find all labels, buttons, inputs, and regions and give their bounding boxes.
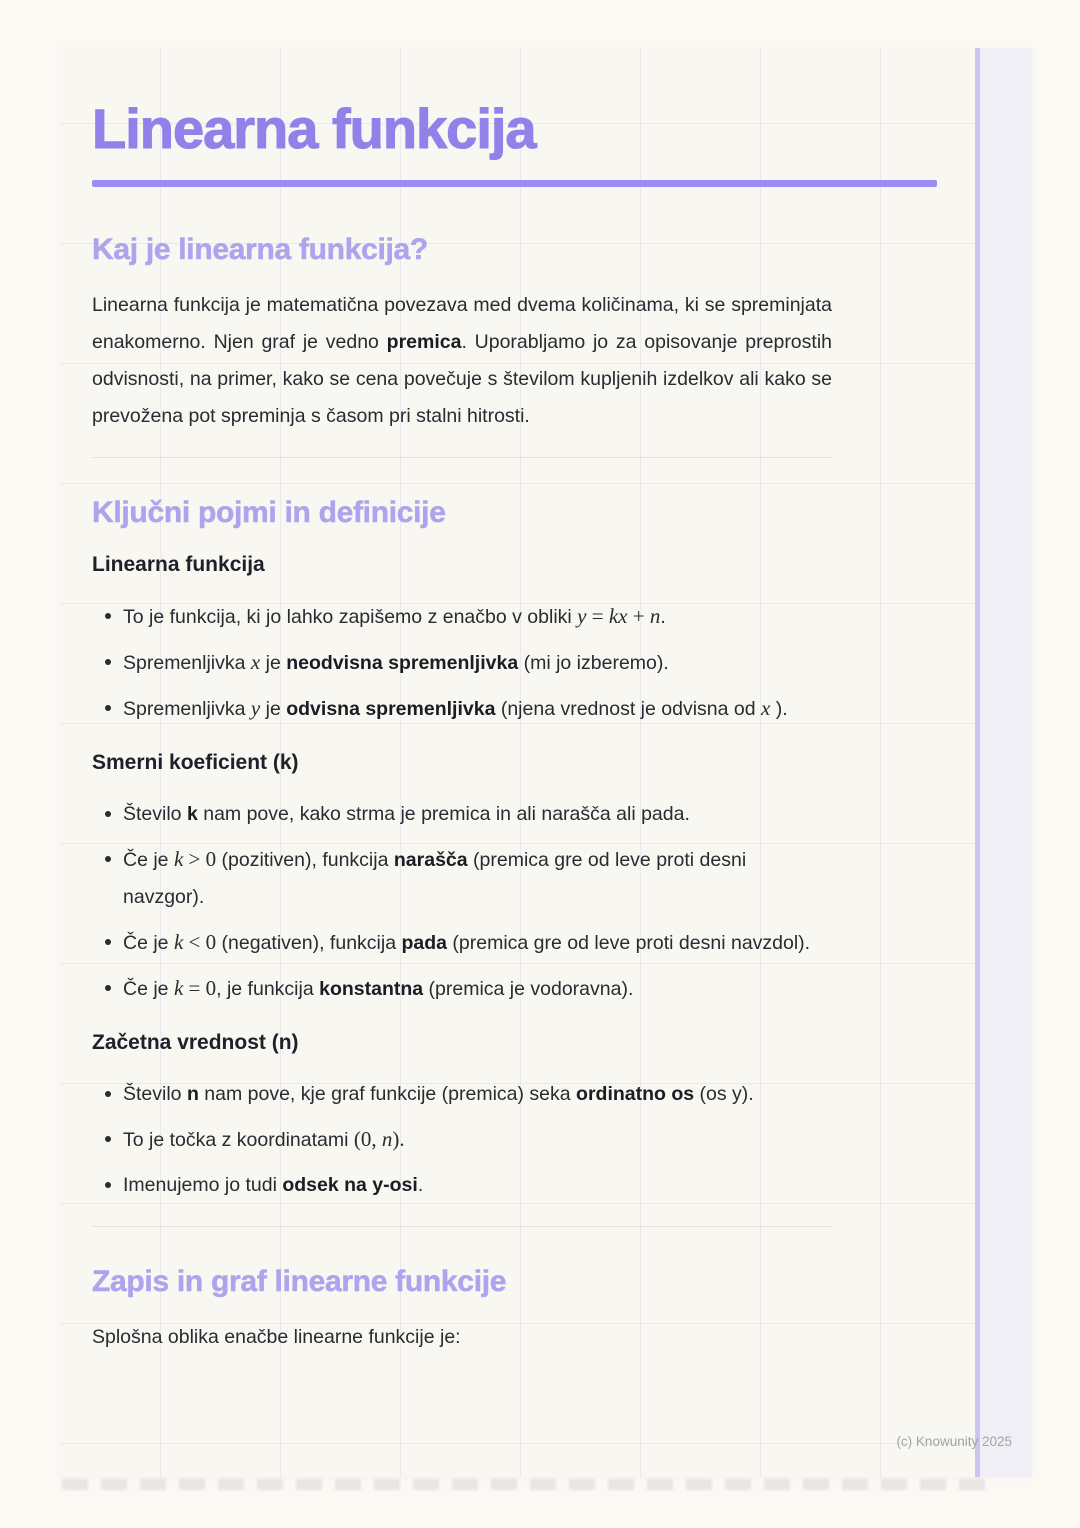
text-segment: odvisna spremenljivka bbox=[286, 698, 496, 720]
paragraph bbox=[92, 1319, 832, 1356]
text-segment: odsek na y-osi bbox=[282, 1174, 418, 1196]
text-segment: Če je bbox=[123, 849, 174, 871]
text-segment: + bbox=[627, 604, 650, 628]
text-segment: nam pove, kje graf funkcije (premica) seka bbox=[198, 1083, 577, 1105]
list-item bbox=[92, 598, 832, 636]
text-segment: (negativen), funkcija bbox=[216, 932, 402, 954]
text-segment: (pozitiven), funkcija bbox=[216, 849, 394, 871]
text-segment: Spremenljivka bbox=[123, 698, 251, 720]
text-segment: je bbox=[260, 698, 287, 720]
list-item bbox=[92, 1121, 832, 1159]
text-segment: Če je bbox=[123, 978, 174, 1000]
text-segment: . bbox=[660, 606, 666, 628]
text-segment: x bbox=[761, 696, 771, 720]
bullet-icon bbox=[105, 811, 111, 817]
text-segment: = 0 bbox=[183, 976, 217, 1000]
list-item bbox=[92, 841, 832, 916]
text-segment: (0, bbox=[353, 1127, 382, 1151]
text-segment: k bbox=[173, 930, 184, 954]
bullet-icon bbox=[105, 613, 111, 619]
section-divider bbox=[92, 457, 832, 458]
text-segment: y bbox=[250, 696, 261, 720]
bullet-icon bbox=[105, 1136, 111, 1142]
bullet-icon bbox=[105, 659, 111, 665]
text-segment: Število bbox=[123, 803, 187, 825]
bullet-icon bbox=[105, 856, 111, 862]
text-segment: ). bbox=[770, 698, 788, 720]
section-heading: Kaj je linearna funkcija? bbox=[92, 233, 428, 266]
bullet-list bbox=[92, 598, 832, 728]
text-segment: x bbox=[250, 650, 261, 674]
list-item bbox=[92, 924, 832, 962]
text-segment: premica bbox=[386, 331, 462, 353]
text-segment: neodvisna spremenljivka bbox=[286, 652, 519, 674]
subsection-heading: Začetna vrednost (n) bbox=[92, 1031, 299, 1054]
text-segment: Število bbox=[123, 1083, 187, 1105]
text-segment: nam pove, kako strma je premica in ali narašča ali pada. bbox=[197, 803, 690, 825]
text-segment: n bbox=[649, 604, 661, 628]
text-segment: , je funkcija bbox=[216, 978, 320, 1000]
text-segment: (premica je vodoravna). bbox=[423, 978, 634, 1000]
text-segment: Splošna oblika enačbe linearne funkcije je: bbox=[92, 1326, 461, 1348]
text-segment: (njena vrednost je odvisna od bbox=[495, 698, 762, 720]
text-segment: < 0 bbox=[183, 930, 217, 954]
text-segment: To je točka z koordinatami bbox=[123, 1129, 354, 1151]
bullet-list bbox=[92, 1076, 832, 1204]
text-segment: . bbox=[417, 1174, 424, 1196]
page-title: Linearna funkcija bbox=[92, 97, 536, 160]
text-segment: (premica gre od leve proti desni navzgor). bbox=[123, 849, 747, 908]
copyright-watermark: (c) Knowunity 2025 bbox=[896, 1434, 1012, 1449]
bullet-icon bbox=[105, 985, 111, 991]
list-item bbox=[92, 796, 832, 833]
text-segment: k bbox=[173, 976, 184, 1000]
document-content bbox=[92, 94, 937, 1356]
text-segment: ordinatno os bbox=[576, 1083, 695, 1105]
section-heading: Ključni pojmi in definicije bbox=[92, 496, 446, 529]
paragraph bbox=[92, 287, 832, 435]
bullet-icon bbox=[105, 1182, 111, 1188]
bullet-icon bbox=[105, 1091, 111, 1097]
text-segment: Linearna funkcija je matematična povezava med dvema količinama, ki se spreminjata enakomerno. Njen graf je vedno bbox=[92, 294, 832, 353]
page-margin-strip bbox=[975, 48, 1032, 1477]
list-item bbox=[92, 690, 832, 728]
text-segment: konstantna bbox=[319, 978, 424, 1000]
subsection-heading: Linearna funkcija bbox=[92, 553, 265, 576]
bullet-icon bbox=[105, 705, 111, 711]
bullet-list bbox=[92, 796, 832, 1008]
subsection-heading: Smerni koeficient (k) bbox=[92, 751, 299, 774]
text-segment: To je funkcija, ki jo lahko zapišemo z enačbo v obliki bbox=[123, 606, 578, 628]
text-segment: kx bbox=[608, 604, 628, 628]
note-page-card bbox=[60, 48, 1032, 1477]
text-segment: n bbox=[381, 1127, 393, 1151]
text-segment: = bbox=[586, 604, 609, 628]
text-segment: pada bbox=[401, 932, 447, 954]
text-segment: (os y). bbox=[694, 1083, 754, 1105]
bullet-icon bbox=[105, 939, 111, 945]
text-segment: n bbox=[186, 1083, 199, 1105]
text-segment: > 0 bbox=[183, 847, 217, 871]
list-item bbox=[92, 970, 832, 1008]
text-segment: je bbox=[260, 652, 287, 674]
text-segment: k bbox=[173, 847, 184, 871]
text-segment: narašča bbox=[393, 849, 468, 871]
text-segment: (premica gre od leve proti desni navzdol). bbox=[447, 932, 811, 954]
text-segment: y bbox=[577, 604, 587, 628]
next-page-preview bbox=[62, 1479, 997, 1490]
text-segment: Če je bbox=[123, 932, 174, 954]
text-segment: Imenujemo jo tudi bbox=[123, 1174, 283, 1196]
text-segment: . Uporabljamo jo za opisovanje preprostih odvisnosti, na primer, kako se cena povečuje s številom kupljenih izdelkov ali kako se prevožena pot spreminja s časom pri stalni hitrosti. bbox=[92, 331, 832, 427]
list-item bbox=[92, 1076, 832, 1113]
text-segment: (mi jo izberemo). bbox=[518, 652, 669, 674]
text-segment: ). bbox=[392, 1127, 405, 1151]
title-underline-rule bbox=[92, 180, 937, 187]
text-segment: Spremenljivka bbox=[123, 652, 251, 674]
section-heading: Zapis in graf linearne funkcije bbox=[92, 1265, 507, 1298]
list-item bbox=[92, 644, 832, 682]
list-item bbox=[92, 1167, 832, 1204]
section-divider bbox=[92, 1226, 832, 1227]
text-segment: k bbox=[186, 803, 198, 825]
